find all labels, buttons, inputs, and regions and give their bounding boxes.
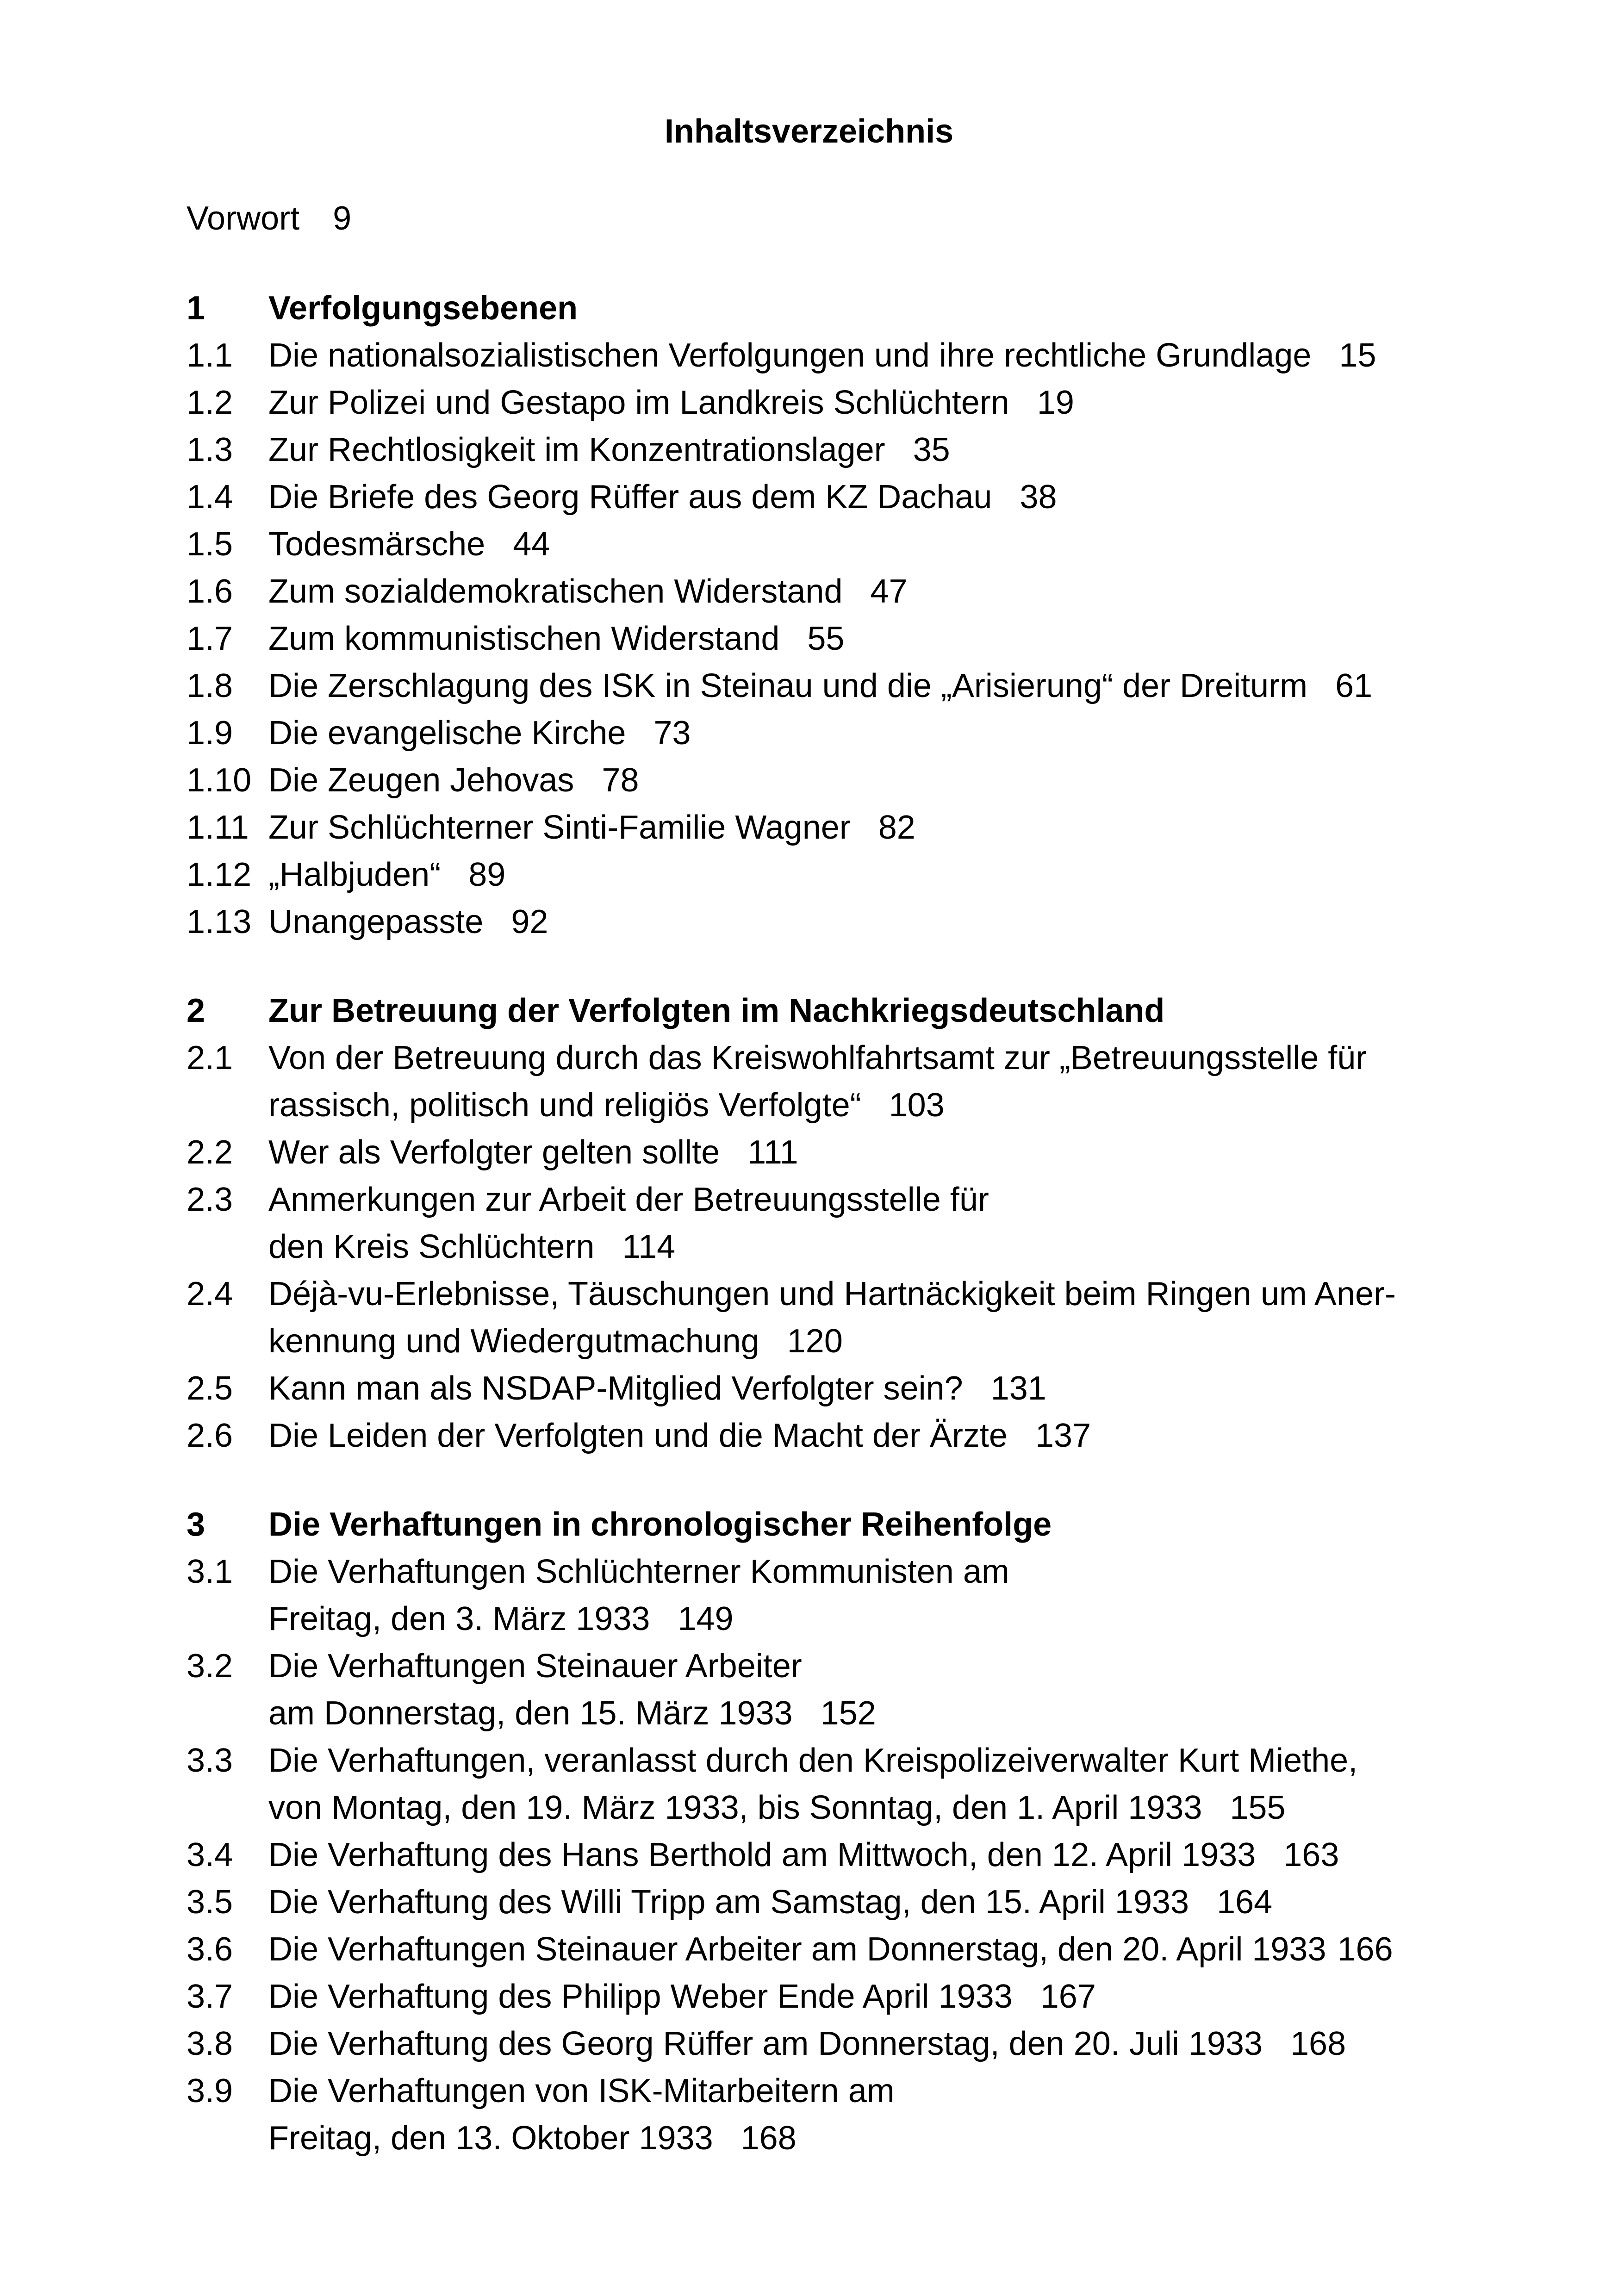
toc-page-number: 155 [1230,1789,1286,1826]
toc-page-number: 166 [1337,1931,1393,1968]
toc-page-number: 19 [1037,384,1074,421]
toc-page-number: 38 [1020,479,1057,516]
toc-entry-title: den Kreis Schlüchtern [268,1228,595,1265]
toc-page-number: 78 [602,762,639,799]
toc-entry-title: „Halbjuden“ [268,856,441,893]
toc-entry-title: Die Verhaftung des Hans Berthold am Mittwoch, den 12. April 1933 [268,1836,1256,1873]
toc-page-number: 131 [990,1370,1046,1407]
toc-entry-number: 1.6 [187,573,233,610]
toc-entry-title: Die nationalsozialistischen Verfolgungen und ihre rechtliche Grundlage [268,337,1312,374]
toc-entry-title: Todesmärsche [268,526,485,563]
toc-page-number: 168 [1290,2025,1346,2062]
toc-entry-title: Déjà-vu-Erlebnisse, Täuschungen und Hartnäckigkeit beim Ringen um Aner- [268,1276,1396,1313]
toc-entry-number: 1.10 [187,762,252,799]
toc-page-number: 163 [1283,1836,1339,1873]
toc-entry-number: 2.5 [187,1370,233,1407]
toc-entry-number: 3.2 [187,1648,233,1685]
toc-entry-title: Freitag, den 3. März 1933 [268,1600,650,1637]
toc-entry-title: Die Leiden der Verfolgten und die Macht der Ärzte [268,1417,1008,1454]
toc-page-number: 152 [820,1695,876,1732]
toc-entry-number: 2.2 [187,1134,233,1171]
toc-entry-title: Die Verhaftung des Willi Tripp am Samstag, den 15. April 1933 [268,1884,1189,1921]
toc-section-number: 1 [187,290,205,327]
toc-entry-title: Die Verhaftungen Schlüchterner Kommunisten am [268,1553,1009,1590]
toc-entry-title: am Donnerstag, den 15. März 1933 [268,1695,793,1732]
toc-preface-label: Vorwort [187,200,300,237]
page-title: Inhaltsverzeichnis [664,113,954,150]
toc-entry-number: 1.13 [187,903,252,940]
toc-entry-title: Die Verhaftungen Steinauer Arbeiter am Donnerstag, den 20. April 1933 [268,1931,1326,1968]
toc-entry-number: 2.3 [187,1181,233,1218]
toc-page-number: 89 [468,856,506,893]
toc-section-title: Die Verhaftungen in chronologischer Reihenfolge [268,1506,1052,1543]
toc-entry-number: 2.6 [187,1417,233,1454]
toc-page-number: 9 [333,200,352,237]
toc-entry-number: 1.3 [187,431,233,468]
toc-page-number: 167 [1040,1978,1096,2015]
toc-section-number: 3 [187,1506,205,1543]
toc-section-title: Zur Betreuung der Verfolgten im Nachkriegsdeutschland [268,992,1165,1029]
toc-entry-number: 3.7 [187,1978,233,2015]
toc-entry-title: Die Verhaftungen von ISK-Mitarbeitern am [268,2072,895,2109]
toc-entry-title: rassisch, politisch und religiös Verfolgte“ [268,1087,861,1124]
toc-entry-title: Die Briefe des Georg Rüffer aus dem KZ Dachau [268,479,992,516]
toc-entry-number: 1.9 [187,715,233,752]
toc-entry-title: Von der Betreuung durch das Kreiswohlfahrtsamt zur „Betreuungsstelle für [268,1039,1367,1076]
toc-entry-title: Unangepasste [268,903,484,940]
toc-section-title: Verfolgungsebenen [268,290,578,327]
toc-entry-number: 3.8 [187,2025,233,2062]
toc-entry-number: 1.11 [187,809,249,846]
toc-page-number: 103 [889,1087,945,1124]
toc-page-number: 137 [1035,1417,1091,1454]
toc-page-number: 82 [878,809,915,846]
toc-entry-title: Die Zerschlagung des ISK in Steinau und die „Arisierung“ der Dreiturm [268,667,1308,704]
toc-entry-title: Zur Polizei und Gestapo im Landkreis Schlüchtern [268,384,1009,421]
toc-page-number: 120 [787,1323,843,1360]
toc-page-number: 92 [511,903,548,940]
toc-entry-number: 1.2 [187,384,233,421]
toc-preface [187,202,351,235]
toc-page-number: 164 [1217,1884,1273,1921]
toc-section-number: 2 [187,992,205,1029]
toc-entry-title: Die Verhaftungen Steinauer Arbeiter [268,1648,802,1685]
toc-entry-title: von Montag, den 19. März 1933, bis Sonntag, den 1. April 1933 [268,1789,1202,1826]
toc-page-number: 149 [678,1600,734,1637]
toc-entry-number: 1.7 [187,620,233,657]
toc-entry-title: Zum sozialdemokratischen Widerstand [268,573,843,610]
toc-entry-number: 3.1 [187,1553,233,1590]
toc-entry-title: Anmerkungen zur Arbeit der Betreuungsstelle für [268,1181,989,1218]
toc-page-number: 55 [807,620,845,657]
toc-entry-title: Die Verhaftung des Georg Rüffer am Donnerstag, den 20. Juli 1933 [268,2025,1263,2062]
toc-entry-number: 1.1 [187,337,233,374]
toc-entry-number: 3.6 [187,1931,233,1968]
toc-entry-title: Die Verhaftungen, veranlasst durch den Kreispolizeiverwalter Kurt Miethe, [268,1742,1358,1779]
toc-entry-number: 3.5 [187,1884,233,1921]
toc-entry-number: 3.4 [187,1836,233,1873]
toc-entry-title: Kann man als NSDAP-Mitglied Verfolgter sein? [268,1370,963,1407]
toc-entry-title: kennung und Wiedergutmachung [268,1323,759,1360]
toc-entry-title: Wer als Verfolgter gelten sollte [268,1134,720,1171]
toc-page-number: 61 [1335,667,1373,704]
toc-entry-number: 1.4 [187,479,233,516]
toc-entry-number: 3.3 [187,1742,233,1779]
toc-entry-title: Freitag, den 13. Oktober 1933 [268,2120,713,2157]
toc-entry-title: Die Zeugen Jehovas [268,762,574,799]
toc-page-number: 15 [1339,337,1376,374]
toc-page-number: 35 [913,431,950,468]
toc-entry-number: 2.1 [187,1039,233,1076]
toc-page-number: 44 [513,526,550,563]
toc-page-number: 47 [870,573,908,610]
toc-entry-number: 3.9 [187,2072,233,2109]
toc-entry-number: 1.5 [187,526,233,563]
toc-page-number: 73 [653,715,691,752]
toc-entry-title: Zum kommunistischen Widerstand [268,620,780,657]
toc-entry-title: Die evangelische Kirche [268,715,626,752]
toc-entry-title: Die Verhaftung des Philipp Weber Ende April 1933 [268,1978,1013,2015]
toc-entry-title: Zur Rechtlosigkeit im Konzentrationslager [268,431,885,468]
toc-page-number: 168 [741,2120,797,2157]
toc-page-number: 111 [747,1134,798,1171]
toc-entry-title: Zur Schlüchterner Sinti-Familie Wagner [268,809,851,846]
toc-page-number: 114 [622,1228,676,1265]
toc-entry-number: 1.8 [187,667,233,704]
toc-entry-number: 1.12 [187,856,252,893]
toc-entry-number: 2.4 [187,1276,233,1313]
